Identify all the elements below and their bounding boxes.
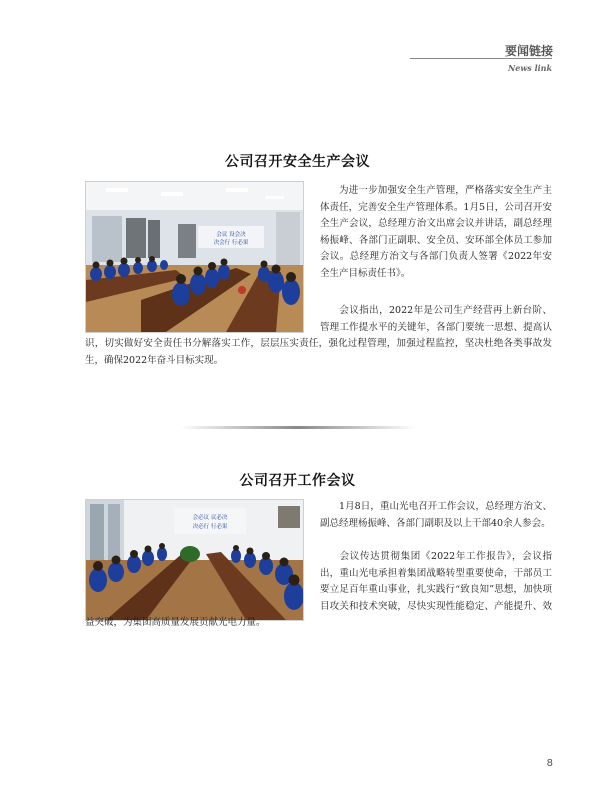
article-paragraph: 1月8日，重山光电召开工作会议，总经理方治文、副总经理杨振峰、各部门副职及以上干部40余人参会。 <box>320 501 552 529</box>
header-divider <box>410 58 552 59</box>
section-subtitle: News link <box>507 63 552 73</box>
page-number: 8 <box>546 758 553 769</box>
svg-text:决会行 行必果: 决会行 行必果 <box>213 240 249 246</box>
article-paragraph: 会议传达贯彻集团《2022年工作报告》，会议指出，重山光电承担着集团战略转型重要使命，干部员工要立足百年重山事业，扎实践行“致良知”思想，加快项目攻关和技术突破，尽快实现性能稳定、产能提升、效益突破，为集团高质量发展贡献光电力量。 <box>85 551 552 628</box>
section-divider <box>180 426 416 429</box>
svg-text:会必议 议必决: 会必议 议必决 <box>192 515 228 521</box>
article-title-work-meeting: 公司召开工作会议 <box>239 473 356 489</box>
float-spacer <box>85 549 320 615</box>
svg-text:决必行 行必果: 决必行 行必果 <box>192 524 228 530</box>
svg-text:会议 设会决: 会议 设会决 <box>216 232 246 238</box>
article-paragraph: 会议指出，2022年是公司生产经营再上新台阶、管理工作提水平的关键年，各部门要统一思想、提高认识，切实做好安全责任书分解落实工作，层层压实责任，强化过程管理，加强过程监控，坚决杜绝各类事故发生，确保2022年奋斗目标实现。 <box>85 305 552 366</box>
article-paragraph-wrap <box>85 303 552 369</box>
article-paragraph: 为进一步加强安全生产管理，严格落实安全生产主体责任，完善安全生产管理体系。1月5日，公司召开安全生产会议，总经理方治文出席会议并讲话，副总经理杨振峰、各部门正副职、安全员、安环部全体员工参加会议。总经理方治文与各部门负责人签署《2022年安全生产目标责任书》。 <box>320 185 552 279</box>
article-title-safety-meeting: 公司召开安全生产会议 <box>225 154 370 170</box>
section-title: 要闻链接 <box>504 44 553 58</box>
article-paragraph-wrap <box>85 549 552 632</box>
float-spacer <box>85 303 320 336</box>
